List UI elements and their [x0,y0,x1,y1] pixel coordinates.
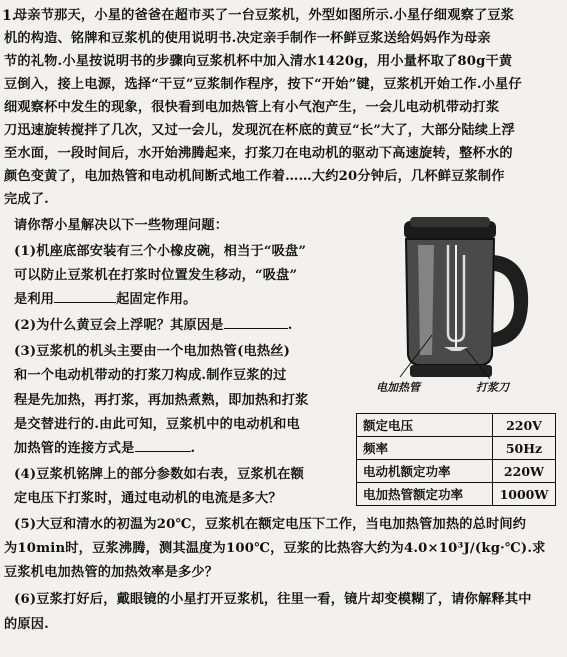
spec-name: 电加热管额定功率 [357,483,493,506]
q4-line: 定电压下打浆时，通过电动机的电流是多大？ [14,491,282,506]
table-row [357,460,556,483]
intro-line: 完成了. [4,192,49,207]
q3-line: 和一个电动机带动的打浆刀构成.制作豆浆的过 [14,368,287,383]
spec-value: 1000W [493,483,556,506]
q3-line: 程是先加热，再打浆，再加热煮熟，即加热和打浆 [14,393,309,408]
q2-answer-blank[interactable] [224,316,288,329]
spec-value: 220V [493,414,556,437]
intro-line: 细观察杯中发生的现象，很快看到电加热管上有小气泡产生，一会儿电动机带动打浆 [4,100,500,115]
spec-value: 220W [493,460,556,483]
spec-name: 频率 [357,437,493,460]
q3-prefix: 加热管的连接方式是 [14,441,135,456]
q1-suffix: 起固定作用。 [116,292,197,307]
intro-line: 至水面，一段时间后，水开始沸腾起来，打浆刀在电动机的驱动下高速旋转，整杯水的 [4,146,513,161]
q6-line: (6)豆浆打好后，戴眼镜的小星打开豆浆机，往里一看，镜片却变模糊了，请你解释其中 [14,592,532,607]
intro-line: 母亲节那天，小星的爸爸在超市买了一台豆浆机，外型如图所示.小星仔细观察了豆浆 [14,8,515,23]
q4-line: (4)豆浆机铭牌上的部分参数如右表，豆浆机在额 [14,467,305,482]
intro-line: 豆倒入，接上电源，选择“干豆”豆浆制作程序，按下“开始”键，豆浆机开始工作.小星仔 [4,77,522,92]
q3-suffix: . [190,441,196,456]
q3-answer-blank[interactable] [135,439,191,452]
machine-lid-top [410,217,490,227]
q2-line [14,314,292,337]
q1-answer-line [14,288,197,311]
q1-line: 可以防止豆浆机在打浆时位置发生移动，“吸盘” [14,268,298,283]
q5-line: 豆浆机电加热管的加热效率是多少？ [4,565,219,580]
intro-line: 颜色变黄了，电加热管和电动机间断式地工作着……大约20分钟后，几杯鲜豆浆制作 [4,169,505,184]
q1-answer-blank[interactable] [54,290,116,303]
heater-label: 电加热管 [376,381,420,394]
q5-line: (5)大豆和清水的初温为20℃，豆浆机在额定电压下工作，当电加热管加热的总时间约 [14,517,527,532]
q3-line: 是交替进行的.由此可知，豆浆机中的电动机和电 [14,417,300,432]
table-row [357,437,556,460]
soymilk-maker-figure [370,215,550,395]
prompt-text: 请你帮小星解决以下一些物理问题： [14,218,229,233]
cup-handle [492,255,528,347]
blade-label: 打浆刀 [476,381,509,394]
cup-highlight [418,245,434,355]
spec-value: 50Hz [493,437,556,460]
q2-prefix: (2)为什么黄豆会上浮呢？其原因是 [14,318,224,333]
q1-prefix: 是利用 [14,292,55,307]
q6-line: 的原因. [4,617,49,632]
q5-line: 为10min时，豆浆沸腾，测其温度为100℃，豆浆的比热容大约为4.0×10³J/(kg·℃).求 [4,541,546,556]
intro-line: 刀迅速旋转搅拌了几次，又过一会儿，发现沉在杯底的黄豆“长”大了，大部分陆续上浮 [4,123,515,138]
q1-line: (1)机座底部安装有三个小橡皮碗，相当于“吸盘” [14,244,307,259]
question-number: 1. [2,8,17,24]
spec-name: 电动机额定功率 [357,460,493,483]
spec-table [356,413,556,506]
q3-line: (3)豆浆机的机头主要由一个电加热管(电热丝) [14,344,291,359]
q2-suffix: . [287,318,293,333]
intro-line: 机的构造、铭牌和豆浆机的使用说明书.决定亲手制作一杯鲜豆浆送给妈妈作为母亲 [4,31,491,46]
q3-answer-line [14,437,195,460]
spec-name: 额定电压 [357,414,493,437]
intro-line: 节的礼物.小星按说明书的步骤向豆浆机杯中加入清水1420g，用小量杯取了80g干黄 [4,54,513,69]
table-row [357,414,556,437]
table-row [357,483,556,506]
